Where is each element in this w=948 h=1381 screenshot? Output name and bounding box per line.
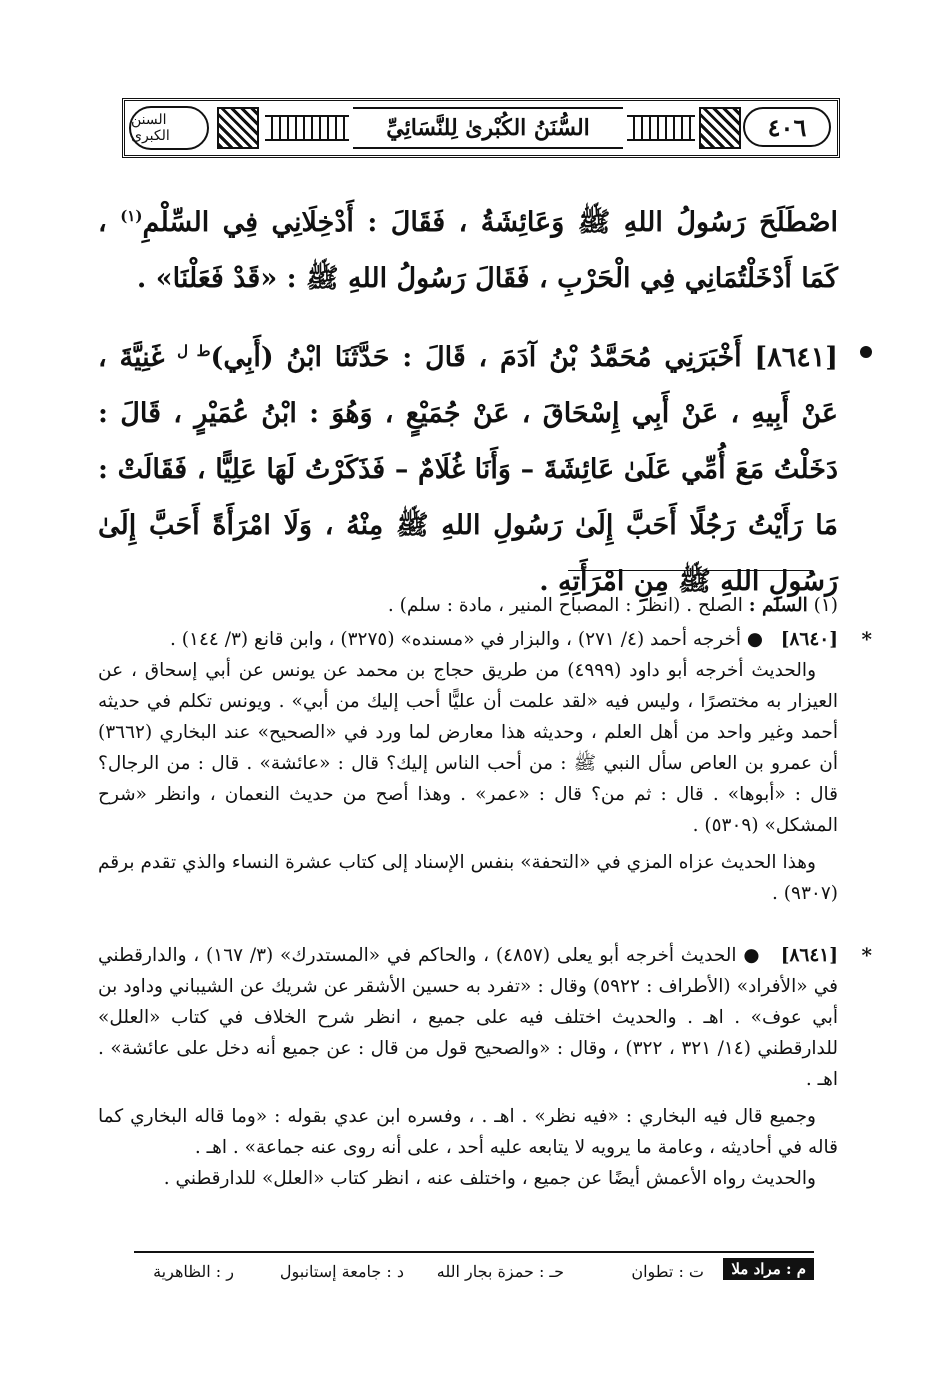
hadith-text: أَخْبَرَنِي مُحَمَّدُ بْنُ آدَمَ ، قَالَ : حَدَّثَنَا ابْنُ (أَبِي) bbox=[210, 342, 755, 373]
intro-text: اصْطَلَحَ رَسُولُ اللهِ ﷺ وَعَائِشَةُ ، فَقَالَ : أَدْخِلَانِي فِي السِّلْمِ bbox=[142, 207, 838, 238]
footnote-label: السلم : bbox=[748, 595, 808, 616]
legend-item: ت : تطوان bbox=[631, 1262, 704, 1281]
book-title-text: السُّنَنُ الكُبْرىٰ لِلنَّسَائِيِّ bbox=[386, 115, 590, 141]
bullet-icon bbox=[860, 346, 872, 358]
manuscript-legend bbox=[134, 1256, 814, 1290]
takhrij-paragraph: وهذا الحديث عزاه المزي في «التحفة» بنفس الإسناد إلى كتاب عشرة النساء والذي تقدم برقم (٩٣٠٧) . bbox=[98, 852, 838, 904]
takhrij-paragraph: والحديث رواه الأعمش أيضًا عن جميع ، واختلف عنه ، انظر كتاب «العلل» للدارقطني . bbox=[163, 1168, 816, 1189]
page-header-banner bbox=[122, 98, 840, 158]
intro-text-2: ، كَمَا أَدْخَلْتُمَانِي فِي الْحَرْبِ ، فَقَالَ رَسُولُ اللهِ ﷺ : «قَدْ فَعَلْنَا» . bbox=[98, 207, 838, 294]
ornament-band bbox=[627, 115, 695, 141]
emblem-text: السنن الكبرى bbox=[131, 112, 170, 144]
hadith-number: [٨٦٤١] bbox=[754, 342, 838, 373]
legend-tag: م : مراد ملا bbox=[723, 1258, 814, 1280]
takhrij-text: ● أخرجه أحمد (٤/ ٢٧١) ، والبزار في «مسنده» (٣٢٧٥) ، وابن قانع (٣/ ١٤٤) . bbox=[170, 629, 764, 650]
footnote-ref: (١) bbox=[120, 207, 143, 225]
legend-item: حـ : حمزة بجار الله bbox=[436, 1262, 564, 1281]
star-icon: * bbox=[861, 943, 872, 967]
legend-item: ر : الظاهرية bbox=[153, 1262, 234, 1281]
bottom-rule bbox=[134, 1251, 814, 1253]
page-number bbox=[743, 107, 831, 147]
takhrij-8640 bbox=[98, 624, 872, 909]
ornament-knot-icon bbox=[217, 107, 259, 149]
takhrij-paragraph: والحديث أخرجه أبو داود (٤٩٩٩) من طريق حجاج بن محمد عن يونس عن أبي إسحاق ، عن العيزار به مختصرًا ، وليس فيه «لقد علمت أن عليًّا أحب إليك من أبي» . ويونس تكلم في حديثه أحمد وغير واحد من أهل العلم ، وحديثه هذا معارض لما ورد في «الصحيح» عند البخاري (٣٦٦٢) أن عمرو بن العاص سأل النبي ﷺ : من أحب الناس إليك؟ قال : «عائشة» . قال : من الرجال؟ قال : «أبوها» . قال : ثم من؟ قال : «عمر» . وهذا أصح من حديث النعمان ، وانظر «شرح المشكل» (٥٣٠٩) . bbox=[98, 660, 838, 836]
takhrij-8641 bbox=[98, 940, 872, 1194]
ornament-band bbox=[265, 115, 349, 141]
book-emblem bbox=[129, 106, 209, 150]
footnote-number: (١) bbox=[813, 595, 838, 616]
takhrij-paragraph: وجميع قال فيه البخاري : «فيه نظر» . اهـ . ، وفسره ابن عدي بقوله : «وما قاله البخاري كما قاله في أحاديثه ، وعامة ما يرويه لا يتابعه عليه أحد ، على أنه روى عنه جماعة» . اهـ . bbox=[98, 1106, 838, 1158]
hadith-paragraph bbox=[98, 330, 838, 610]
hadith-text-2: غَنِيَّةَ ، عَنْ أَبِيهِ ، عَنْ أَبِي إِسْحَاقَ ، عَنْ جُمَيْعٍ ، وَهُوَ : ابْنُ عُمَيْرٍ ، قَالَ : دَخَلْتُ مَعَ أُمِّي عَلَىٰ عَائِشَةَ – وَأَنَا غُلَامٌ – فَذَكَرْتُ لَهَا عَلِيًّا ، فَقَالَتْ : مَا رَأَيْتُ رَجُلًا أَحَبَّ إِلَىٰ رَسُولِ اللهِ ﷺ مِنْهُ ، وَلَا امْرَأَةً أَحَبَّ إِلَىٰ رَسُولِ اللهِ ﷺ مِنِ امْرَأَتِهِ . bbox=[98, 342, 838, 597]
star-icon: * bbox=[861, 627, 872, 651]
footnote-1 bbox=[98, 590, 838, 621]
intro-paragraph bbox=[98, 195, 838, 307]
takhrij-number: [٨٦٤١] bbox=[780, 945, 838, 966]
manuscript-sigla: ط ل bbox=[177, 342, 211, 360]
legend-item: د : جامعة إستانبول bbox=[279, 1262, 404, 1281]
footnote-divider bbox=[568, 570, 812, 571]
footnote-text: الصلح . (انظر : المصباح المنير ، مادة : سلم) . bbox=[387, 595, 749, 616]
ornament-knot-icon bbox=[699, 107, 741, 149]
page-number-text: ٤٠٦ bbox=[767, 112, 807, 142]
takhrij-text: ● الحديث أخرجه أبو يعلى (٤٨٥٧) ، والحاكم في «المستدرك» (٣/ ١٦٧) ، والدارقطني في «الأفراد» (الأطراف : ٥٩٢٢) وقال : «تفرد به حسين الأشقر عن شريك عن الشيباني وداود بن أبي عوف» . اهـ . والحديث اختلف فيه على جميع ، انظر شرح الخلاف في كتاب «العلل» للدارقطني (١٤/ ٣٢١ ، ٣٢٢) ، وقال : «والصحيح قول من قال : عن جميع أنه دخل على عائشة» . اهـ . bbox=[98, 945, 838, 1090]
book-title bbox=[353, 107, 623, 149]
takhrij-number: [٨٦٤٠] bbox=[780, 629, 838, 650]
